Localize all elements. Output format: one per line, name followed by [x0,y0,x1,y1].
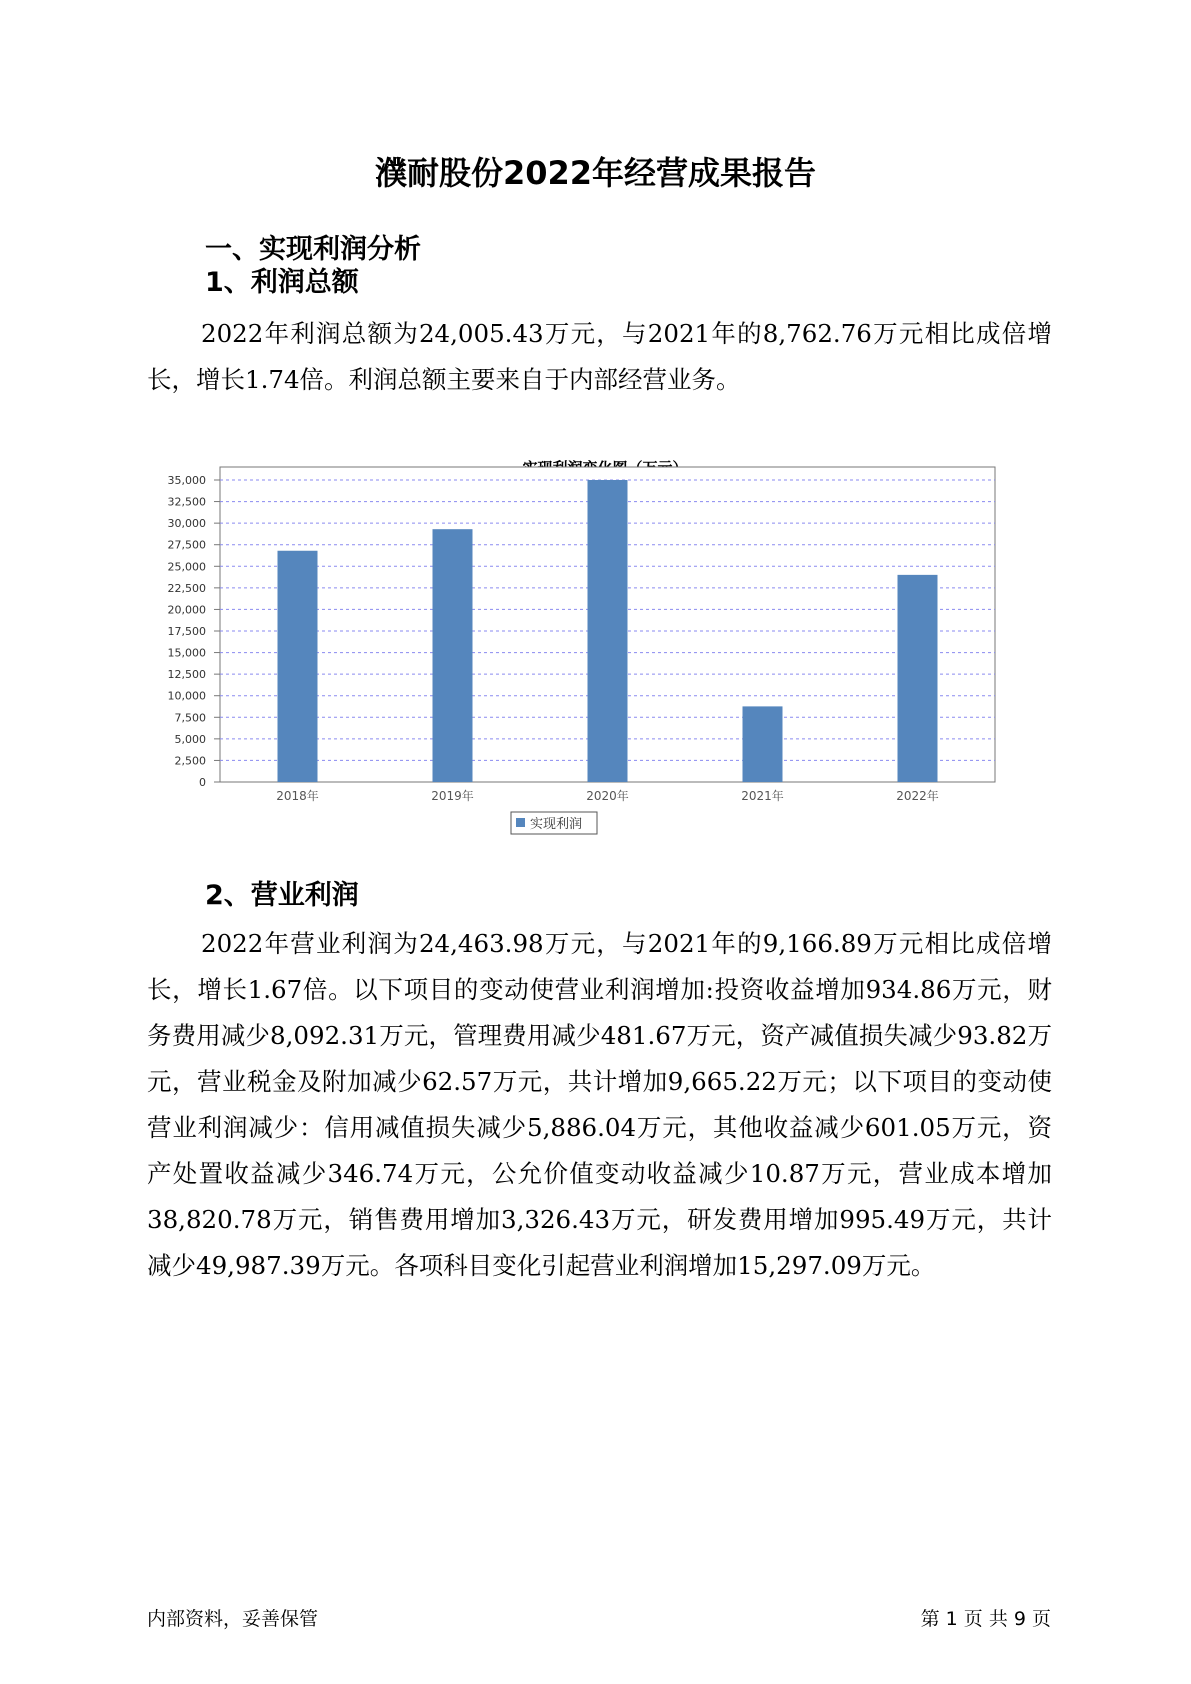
footer-confidential-note: 内部资料，妥善保管 [147,1608,319,1630]
y-tick-label: 20,000 [167,603,206,617]
y-tick-label: 17,500 [167,625,206,638]
y-tick-label: 35,000 [167,474,206,487]
bar-2018年 [278,551,318,782]
bar-2020年 [588,480,628,782]
y-tick-label: 30,000 [167,517,206,531]
y-tick-label: 25,000 [167,560,206,574]
profit-bar-chart [140,455,1040,851]
bar-2022年 [898,575,938,782]
y-tick-label: 15,000 [167,646,206,660]
subheading-total-profit: 1、利润总额 [205,267,359,298]
subheading-operating-profit: 2、营业利润 [205,880,359,911]
footer-page-number: 第 1 页 共 9 页 [920,1608,1051,1630]
x-tick-label: 2019年 [431,789,474,803]
y-tick-label: 32,500 [167,495,206,509]
chart-legend [511,812,597,834]
y-tick-label: 12,500 [167,668,206,682]
section-heading-profit-analysis: 一、实现利润分析 [205,234,421,265]
y-tick-label: 22,500 [167,581,206,595]
x-tick-label: 2018年 [276,789,319,803]
legend-label: 实现利润 [530,817,583,832]
bar-2019年 [433,529,473,782]
y-tick-label: 2,500 [174,754,206,768]
y-tick-label: 27,500 [167,538,206,552]
bar-2021年 [743,706,783,782]
x-tick-label: 2020年 [586,789,629,803]
y-tick-label: 7,500 [174,711,206,725]
y-tick-label: 10,000 [167,689,206,703]
x-tick-label: 2021年 [741,789,784,803]
legend-swatch [516,818,525,827]
paragraph-total-profit: 2022年利润总额为24,005.43万元，与2021年的8,762.76万元相比成倍增长，增长1.74倍。利润总额主要来自于内部经营业务。 [147,319,1052,394]
y-tick-label: 5,000 [174,732,206,746]
y-tick-label: 0 [199,776,206,789]
x-tick-label: 2022年 [896,789,939,803]
paragraph-operating-profit: 2022年营业利润为24,463.98万元，与2021年的9,166.89万元相比成倍增长，增长1.67倍。以下项目的变动使营业利润增加:投资收益增加934.86万元，财务费用减少8,092.31万元，管理费用减少481.67万元，资产减值损失减少93.82万元，营业税金及附加减少62.57万元，共计增加9,665.22万元；以下项目的变动使营业利润减少：信用减值损失减少5,886.04万元，其他收益减少601.05万元，资产处置收益减少346.74万元，公允价值变动收益减少10.87万元，营业成本增加38,820.78万元，销售费用增加3,326.43万元，研发费用增加995.49万元，共计减少49,987.39万元。各项科目变化引起营业利润增加15,297.09万元。 [147,929,1052,1280]
document-title: 濮耐股份2022年经营成果报告 [374,154,817,192]
